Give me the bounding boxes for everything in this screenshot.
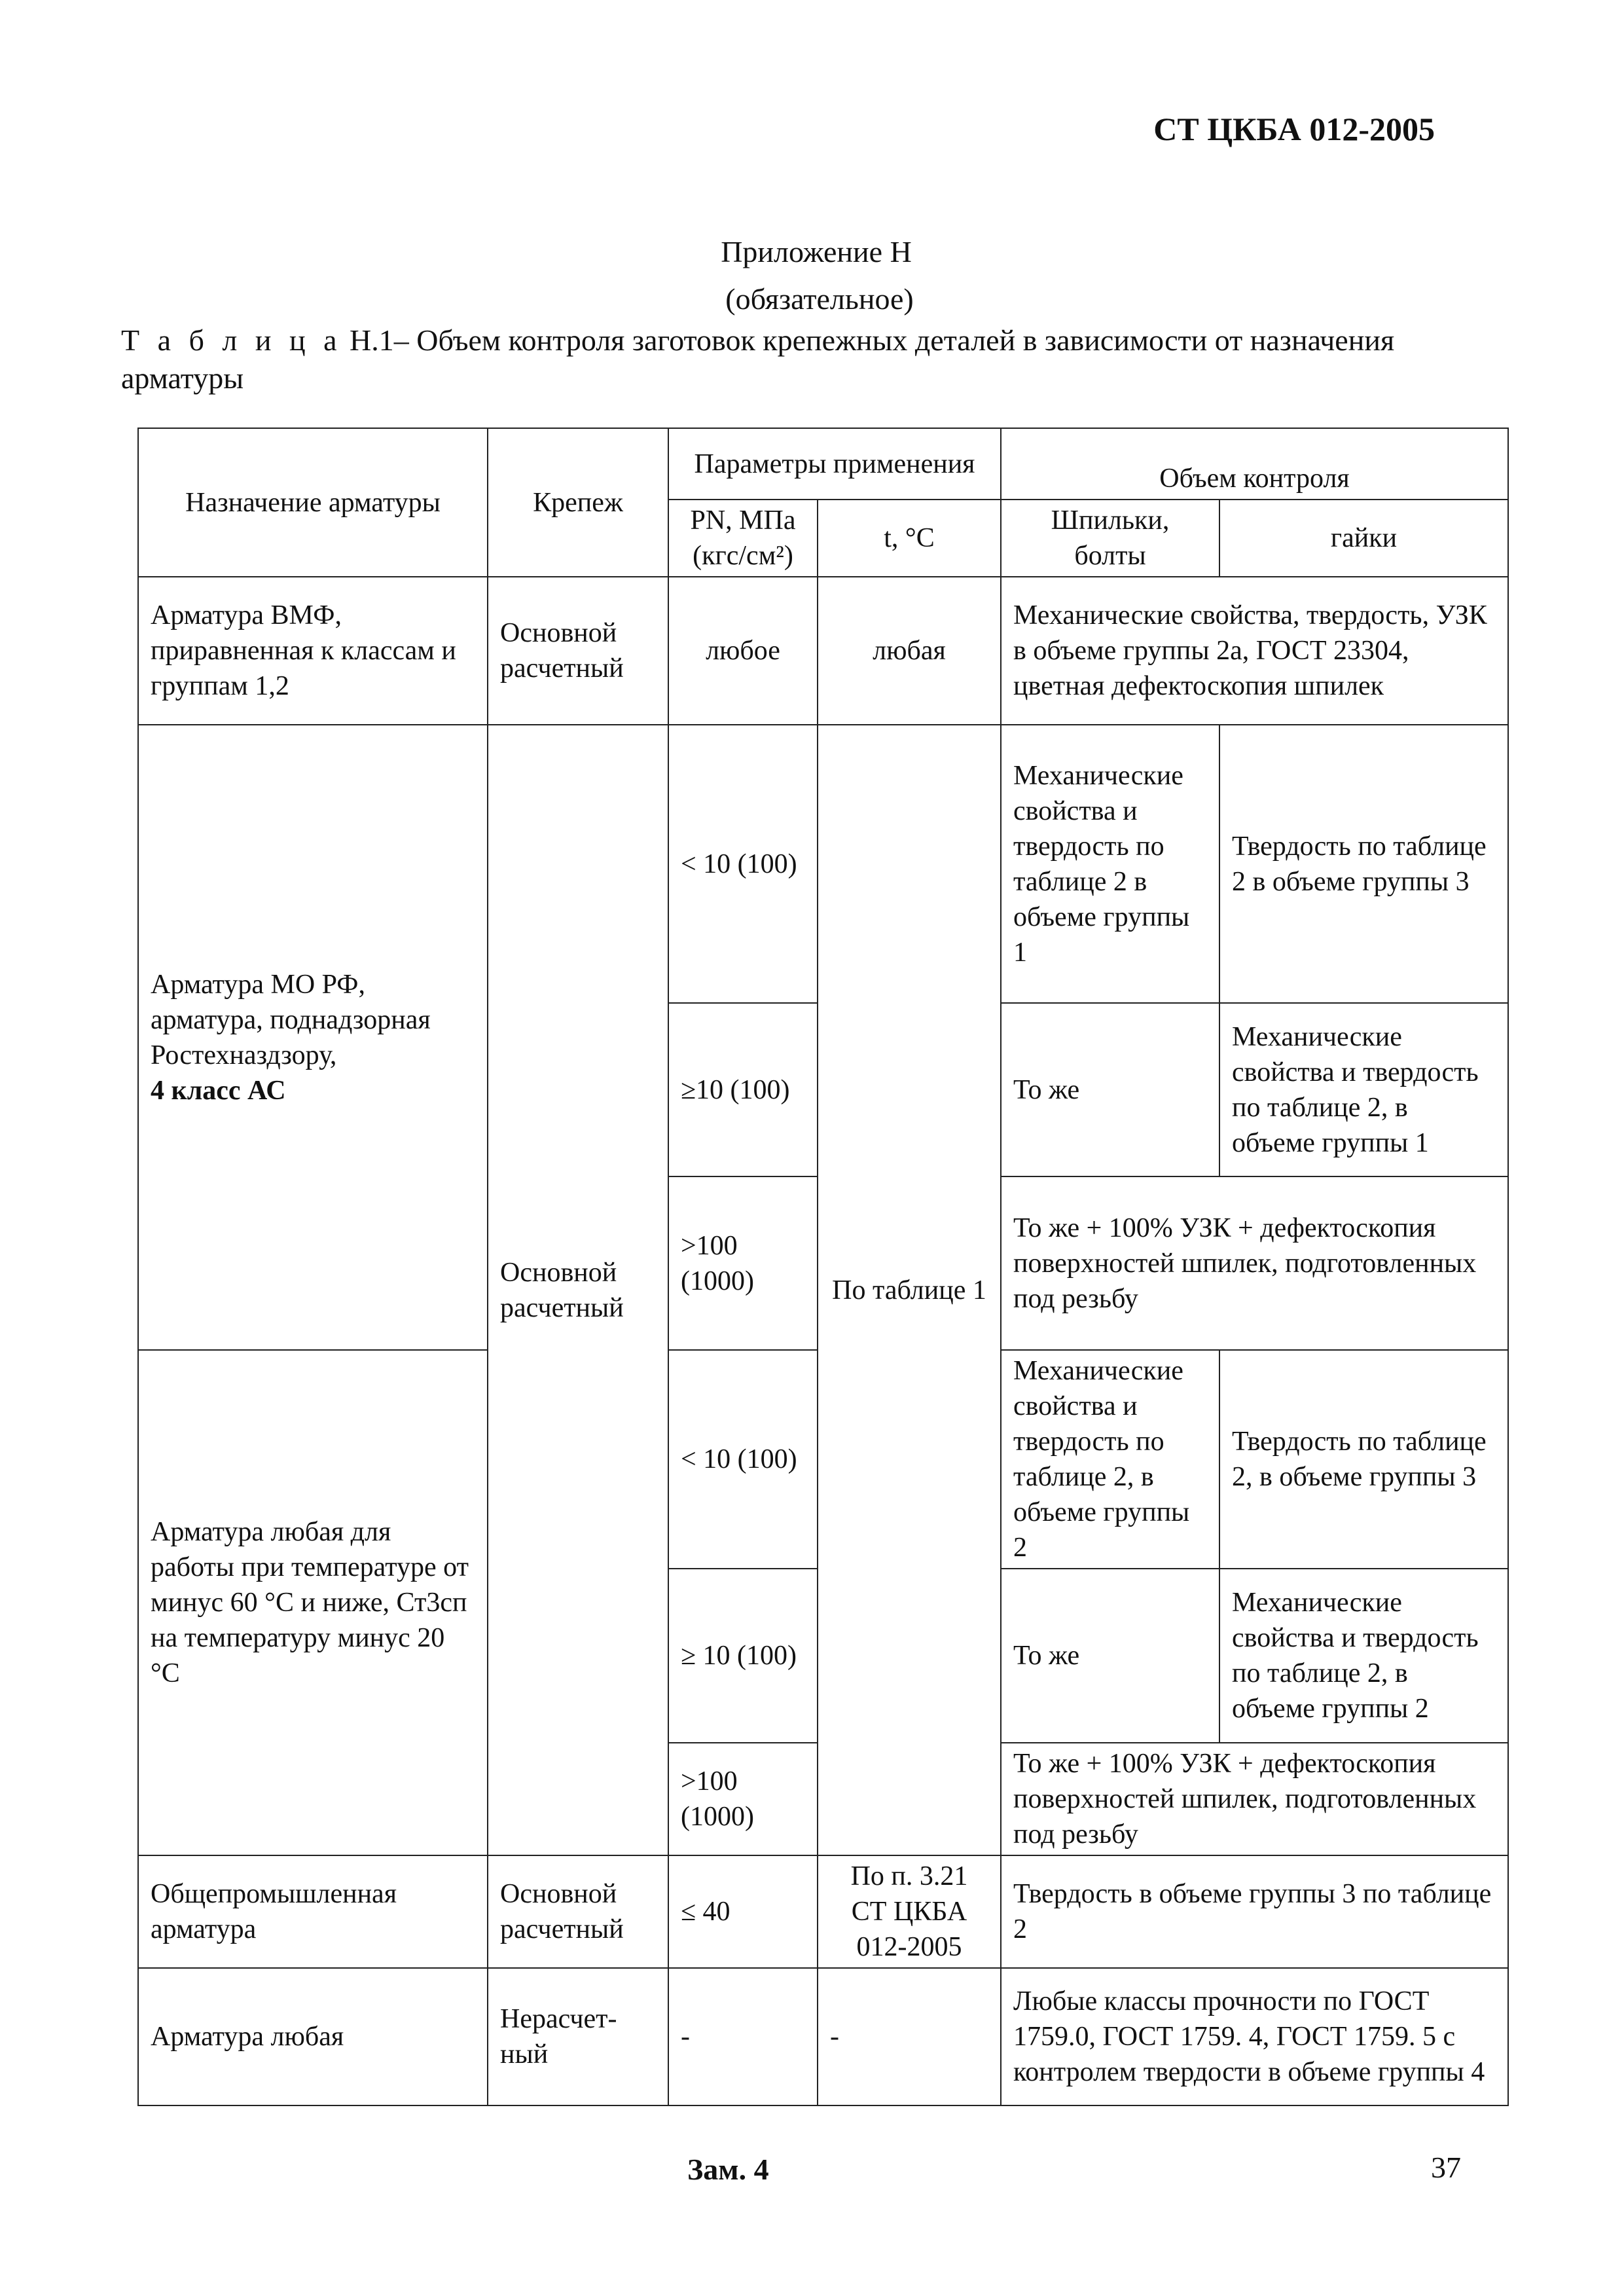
appendix-title: Приложение Н xyxy=(721,235,912,268)
row-low-pn-2: ≥ 10 (100) xyxy=(668,1569,818,1743)
appendix-status: (обязательное) xyxy=(725,282,914,316)
revision-label: Зам. 4 xyxy=(687,2153,769,2186)
page-number: 37 xyxy=(1431,2151,1461,2184)
row-gen-t: По п. 3.21 СТ ЦКБА 012-2005 xyxy=(818,1855,1001,1968)
row-any-scope: Любые классы прочности по ГОСТ 1759.0, ГОСТ 1759. 4, ГОСТ 1759. 5 с контролем твердости в объеме группы 4 xyxy=(1001,1968,1508,2105)
row-low-studs-1: Механические свойства и твердость по таблице 2, в объеме группы 2 xyxy=(1001,1350,1219,1569)
header-nuts: гайки xyxy=(1219,500,1508,577)
row-low-scope-3: То же + 100% УЗК + дефектоскопия поверхностей шпилек, подготовленных под резьбу xyxy=(1001,1743,1508,1855)
row-low-studs-2: То же xyxy=(1001,1569,1219,1743)
row-mo-pn-1: < 10 (100) xyxy=(668,725,818,1003)
row-low-nuts-1: Твердость по таблице 2, в объеме группы 3 xyxy=(1219,1350,1508,1569)
header-pn: PN, МПа (кгс/см²) xyxy=(668,500,818,577)
row-gen-pn: ≤ 40 xyxy=(668,1855,818,1968)
row-mo-purpose-class: 4 класс АС xyxy=(151,1075,286,1106)
row-low-pn-1: < 10 (100) xyxy=(668,1350,818,1569)
row-low-purpose: Арматура любая для работы при температуре от минус 60 °С и ниже, Ст3сп на температуру минус 20 °С xyxy=(138,1350,488,1855)
row-low-nuts-2: Механические свойства и твердость по таблице 2, в объеме группы 2 xyxy=(1219,1569,1508,1743)
row-mo-pn-2: ≥10 (100) xyxy=(668,1003,818,1176)
row-vmf-t: любая xyxy=(818,577,1001,725)
row-group-t: По таблице 1 xyxy=(818,725,1001,1855)
header-scope: Объем контроля xyxy=(1001,428,1508,500)
row-any-purpose: Арматура любая xyxy=(138,1968,488,2105)
table-caption-label: Т а б л и ц а xyxy=(121,323,342,357)
header-purpose: Назначение арматуры xyxy=(138,428,488,577)
row-vmf-scope: Механические свойства, твердость, УЗК в объеме группы 2а, ГОСТ 23304, цветная дефектоскопия шпилек xyxy=(1001,577,1508,725)
row-mo-studs-2: То же xyxy=(1001,1003,1219,1176)
row-mo-purpose xyxy=(138,725,488,1350)
row-vmf-purpose: Арматура ВМФ, приравненная к классам и группам 1,2 xyxy=(138,577,488,725)
row-mo-purpose-text: Арматура МО РФ, арматура, поднадзорная Ростехназдзору, xyxy=(151,969,431,1070)
row-mo-nuts-2: Механические свойства и твердость по таблице 2, в объеме группы 1 xyxy=(1219,1003,1508,1176)
inspection-scope-table xyxy=(137,428,1509,2106)
row-group-fastener: Основной расчетный xyxy=(488,725,668,1855)
header-params: Параметры применения xyxy=(668,428,1001,500)
header-fastener: Крепеж xyxy=(488,428,668,577)
row-mo-nuts-1: Твердость по таблице 2 в объеме группы 3 xyxy=(1219,725,1508,1003)
row-vmf-fastener: Основной расчетный xyxy=(488,577,668,725)
row-mo-scope-3: То же + 100% УЗК + дефектоскопия поверхностей шпилек, подготовленных под резьбу xyxy=(1001,1176,1508,1350)
row-vmf-pn: любое xyxy=(668,577,818,725)
row-mo-pn-3: >100 (1000) xyxy=(668,1176,818,1350)
header-studs: Шпильки, болты xyxy=(1001,500,1219,577)
row-any-fastener: Нерасчет-ный xyxy=(488,1968,668,2105)
table-caption-text: Н.1– Объем контроля заготовок крепежных деталей в зависимости от назначения арматуры xyxy=(121,323,1395,395)
document-code: СТ ЦКБА 012-2005 xyxy=(1153,111,1435,147)
row-gen-scope: Твердость в объеме группы 3 по таблице 2 xyxy=(1001,1855,1508,1968)
row-any-t: - xyxy=(818,1968,1001,2105)
row-any-pn: - xyxy=(668,1968,818,2105)
row-gen-fastener: Основной расчетный xyxy=(488,1855,668,1968)
row-low-pn-3: >100 (1000) xyxy=(668,1743,818,1855)
row-mo-studs-1: Механические свойства и твердость по таблице 2 в объеме группы 1 xyxy=(1001,725,1219,1003)
header-t: t, °С xyxy=(818,500,1001,577)
row-gen-purpose: Общепромышленная арматура xyxy=(138,1855,488,1968)
table-caption xyxy=(121,321,1489,397)
